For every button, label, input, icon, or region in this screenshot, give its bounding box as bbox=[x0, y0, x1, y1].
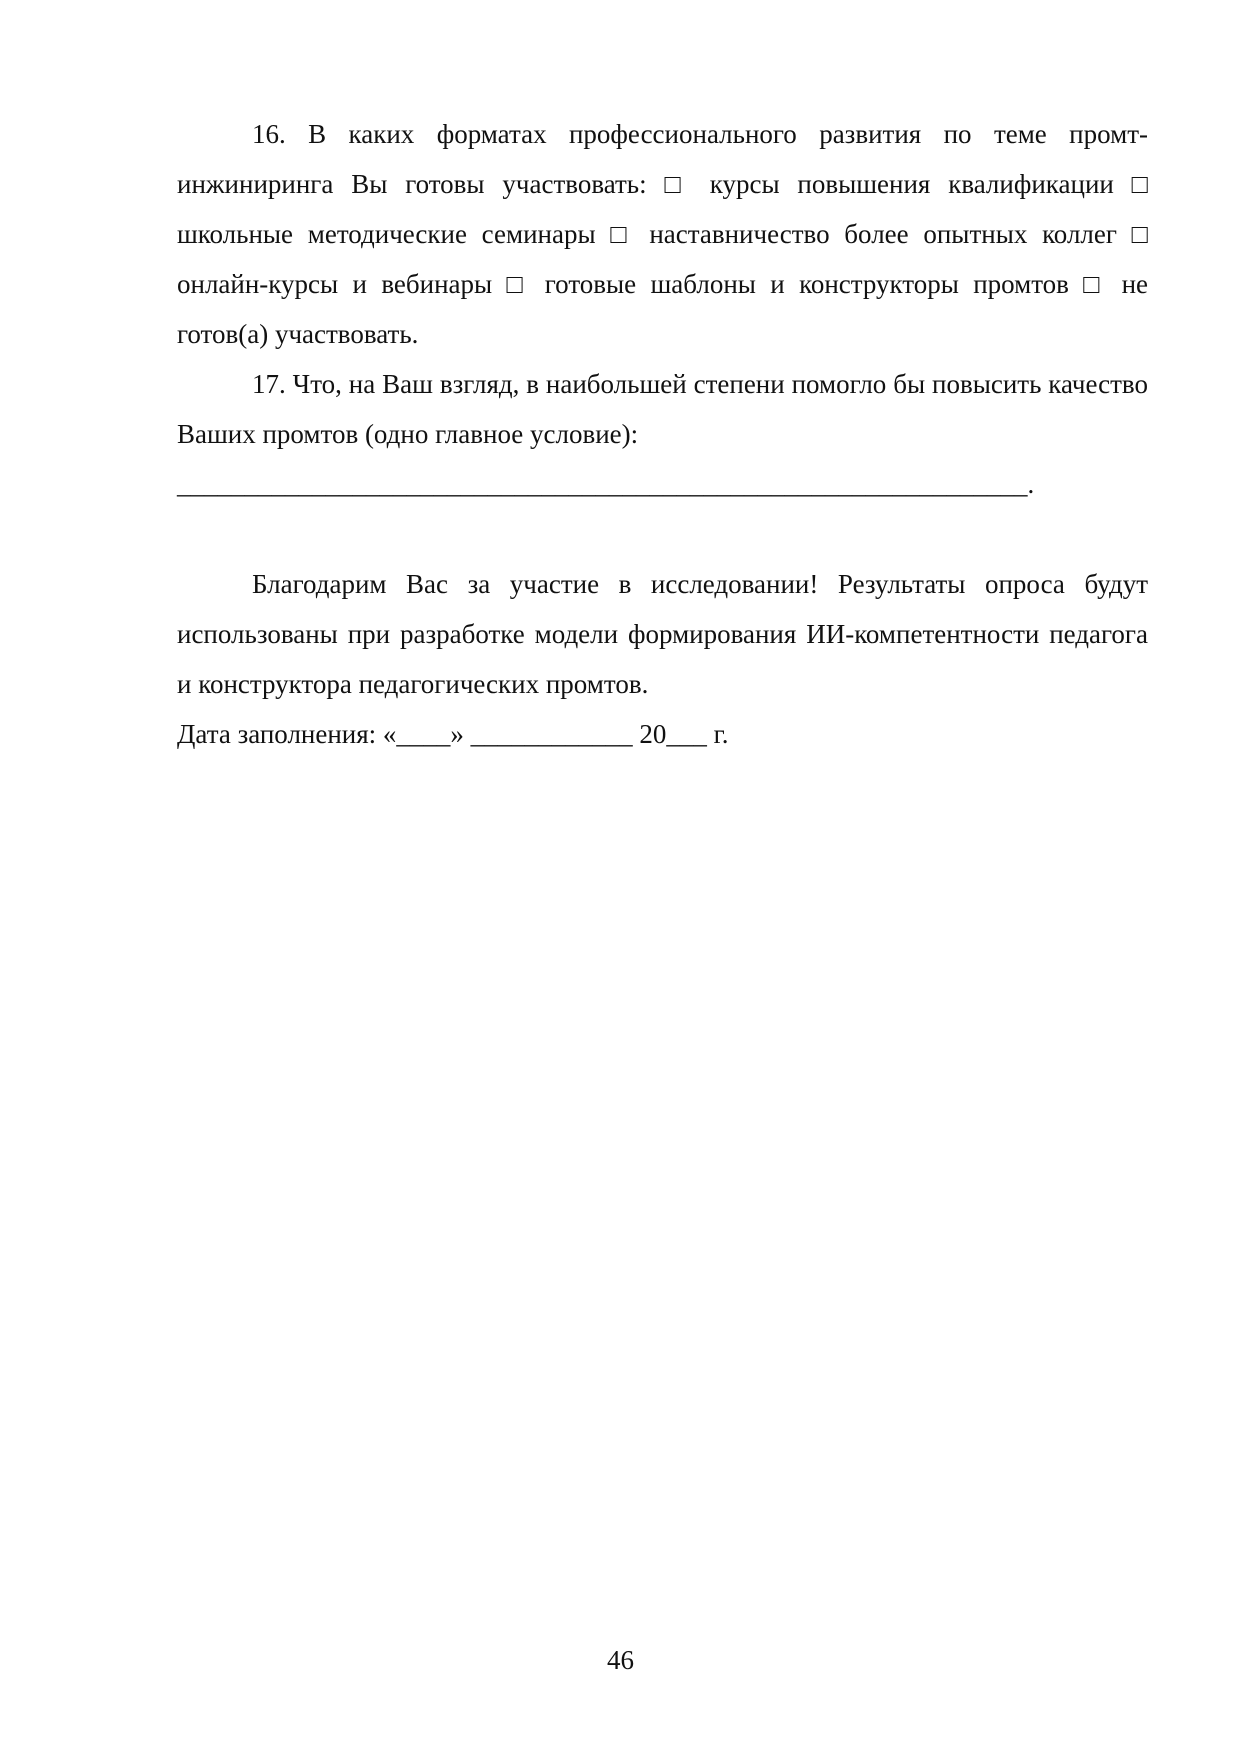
paragraph-spacer bbox=[177, 509, 1148, 559]
thanks-paragraph: Благодарим Вас за участие в исследовании! Результаты опроса будут использованы при разработке модели формирования ИИ-компетентности педагога и конструктора педагогических промтов. bbox=[177, 569, 1148, 699]
question-17-text: 17. Что, на Ваш взгляд, в наибольшей степени помогло бы повысить качество Ваших промтов (одно главное условие): bbox=[177, 369, 1148, 449]
date-line: Дата заполнения: «____» ____________ 20___ г. bbox=[177, 719, 729, 749]
page-content bbox=[177, 109, 1148, 759]
question-17-answer-line: _______________________________________________________________. bbox=[177, 469, 1035, 499]
question-16: 16. В каких форматах профессионального развития по теме промт-инжиниринга Вы готовы участвовать: □ курсы повышения квалификации □ школьные методические семинары □ наставничество более опытных коллег □ онлайн-курсы и вебинары □ готовые шаблоны и конструкторы промтов □ не готов(а) участвовать. bbox=[177, 119, 1148, 349]
question-17 bbox=[177, 359, 1148, 509]
page-number: 46 bbox=[607, 1645, 634, 1675]
